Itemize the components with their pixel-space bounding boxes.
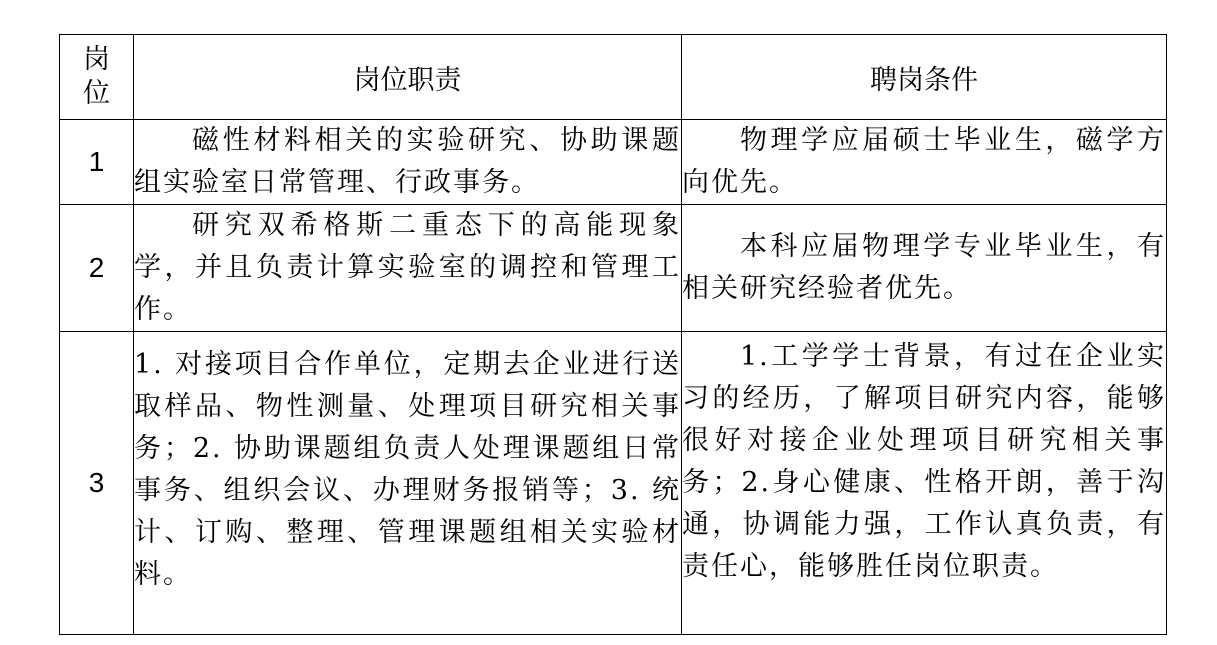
row-number: 2 [60, 205, 134, 332]
row-duties [134, 205, 682, 332]
row-requirements [682, 332, 1167, 635]
requirements-text: 1.工学学士背景，有过在企业实习的经历，了解项目研究内容，能够很好对接企业处理项目研究相关事务；2.身心健康、性格开朗，善于沟通，协调能力强，工作认真负责，有责任心，能够胜任岗位职责。 [682, 341, 1166, 582]
job-table [59, 34, 1167, 635]
header-position-label: 岗 位 [83, 44, 110, 109]
row-duties [134, 332, 682, 635]
header-row [60, 35, 1167, 120]
row-requirements [682, 205, 1167, 332]
duties-text: 研究双希格斯二重态下的高能现象学，并且负责计算实验室的调控和管理工作。 [134, 210, 681, 325]
duties-text: 磁性材料相关的实验研究、协助课题组实验室日常管理、行政事务。 [134, 125, 681, 198]
row-requirements [682, 120, 1167, 205]
header-requirements: 聘岗条件 [682, 35, 1167, 120]
row-number: 3 [60, 332, 134, 635]
row-number: 1 [60, 120, 134, 205]
duties-text: 1. 对接项目合作单位，定期去企业进行送取样品、物性测量、处理项目研究相关事务；2. 协助课题组负责人处理课题组日常事务、组织会议、办理财务报销等；3. 统计、订购、整理、管理课题组相关实验材料。 [134, 349, 681, 590]
table-row [60, 120, 1167, 205]
header-duties: 岗位职责 [134, 35, 682, 120]
table-row [60, 332, 1167, 635]
requirements-text: 物理学应届硕士毕业生，磁学方向优先。 [682, 125, 1166, 198]
header-position [60, 35, 134, 120]
row-duties [134, 120, 682, 205]
requirements-text: 本科应届物理学专业毕业生，有相关研究经验者优先。 [682, 231, 1166, 304]
table-row [60, 205, 1167, 332]
